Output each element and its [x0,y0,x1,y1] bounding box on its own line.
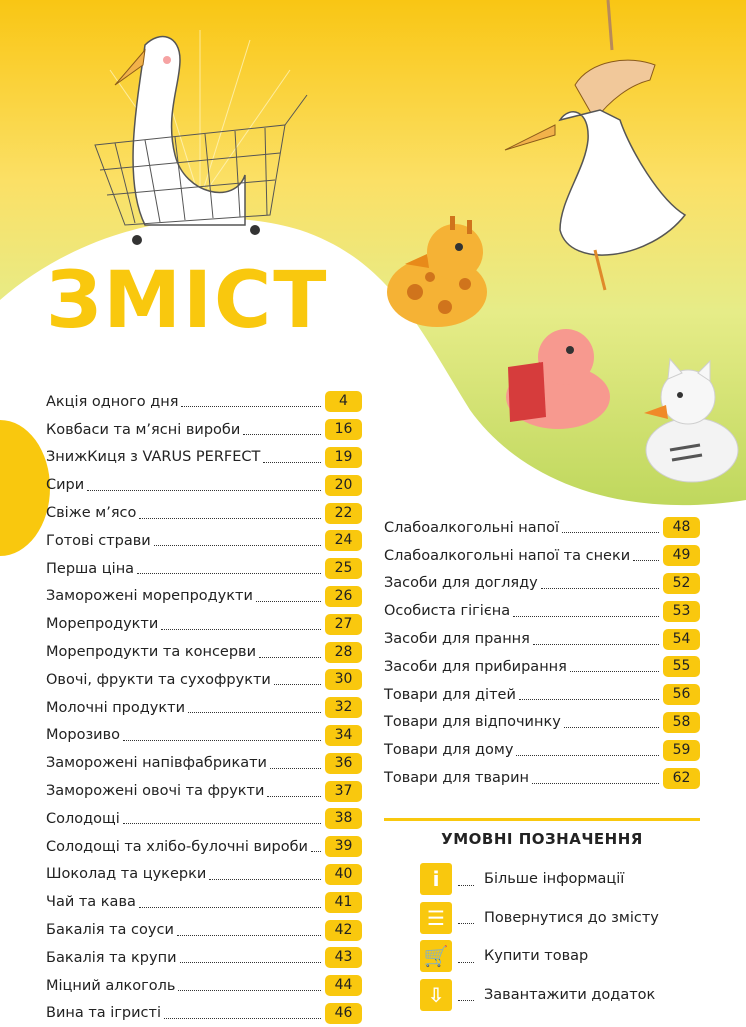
toc-page-number[interactable]: 55 [663,656,700,677]
toc-leader-dots [177,935,321,936]
toc-entry[interactable] [46,861,362,889]
toc-page-number[interactable]: 25 [325,558,362,579]
download-icon: ⇩ [420,979,452,1011]
toc-entry-label: Морепродукти [46,616,159,633]
toc-leader-dots [139,907,321,908]
toc-page-number[interactable]: 26 [325,586,362,607]
toc-entry-label: Товари для дітей [384,686,516,703]
cat-duck-illustration [640,355,740,485]
toc-entry[interactable] [46,666,362,694]
toc-page-number[interactable]: 42 [325,920,362,941]
toc-entry-label: Бакалія та крупи [46,949,177,966]
toc-entry-label: Слабоалкогольні напої [384,519,560,536]
toc-leader-dots [87,490,321,491]
toc-entry[interactable] [46,527,362,555]
toc-leader-dots [532,783,659,784]
menu-icon: ☰ [420,902,452,934]
toc-leader-dots [161,629,321,630]
toc-page-number[interactable]: 41 [325,892,362,913]
toc-leader-dots [123,823,321,824]
toc-entry-label: Товари для тварин [384,770,530,787]
toc-entry-label: Заморожені напівфабрикати [46,755,267,772]
toc-entry-label: Засоби для прання [384,631,530,648]
legend-title: УМОВНІ ПОЗНАЧЕННЯ [441,830,643,848]
toc-entry[interactable] [46,1000,362,1027]
toc-entry[interactable] [46,471,362,499]
toc-entry-label: Готові страви [46,532,151,549]
legend-item [420,937,659,976]
toc-leader-dots [311,851,321,852]
toc-leader-dots [541,588,659,589]
legend-item [420,860,659,899]
legend-leader-dots [458,962,474,963]
legend-item-label: Більше інформації [484,871,625,888]
toc-leader-dots [123,740,321,741]
toc-leader-dots [270,768,321,769]
toc-left-column [46,388,362,1027]
toc-entry[interactable] [384,542,700,570]
toc-page-number[interactable]: 30 [325,669,362,690]
toc-page-number[interactable]: 28 [325,642,362,663]
toc-page-number[interactable]: 38 [325,808,362,829]
info-icon: i [420,863,452,895]
toc-entry[interactable] [46,888,362,916]
toc-entry-label: Заморожені овочі та фрукти [46,783,265,800]
legend-divider-top [384,818,700,821]
toc-entry[interactable] [384,709,700,737]
giraffe-duck-illustration [385,212,500,332]
toc-entry[interactable] [46,499,362,527]
legend-list [420,860,659,1014]
toc-leader-dots [154,545,321,546]
toc-leader-dots [274,684,321,685]
toc-leader-dots [562,532,659,533]
toc-entry[interactable] [46,610,362,638]
toc-entry[interactable] [384,681,700,709]
toc-entry-label: Заморожені морепродукти [46,588,253,605]
legend-item [420,899,659,938]
toc-leader-dots [139,518,321,519]
toc-entry[interactable] [46,749,362,777]
toc-page-number[interactable]: 52 [663,573,700,594]
toc-entry-label: Солодощі [46,810,120,827]
legend-item-label: Купити товар [484,948,589,965]
toc-page-number[interactable]: 56 [663,684,700,705]
toc-entry[interactable] [46,583,362,611]
toc-page-number[interactable]: 62 [663,768,700,789]
toc-page-number[interactable]: 36 [325,753,362,774]
toc-leader-dots [564,727,659,728]
toc-entry-label: Свіже м’ясо [46,505,137,522]
toc-entry-label: Солодощі та хлібо-булочні вироби [46,838,308,855]
toc-page-number[interactable]: 59 [663,740,700,761]
toc-page-number[interactable]: 48 [663,517,700,538]
toc-leader-dots [256,601,321,602]
toc-entry[interactable] [46,388,362,416]
toc-leader-dots [188,712,321,713]
toc-entry-label: Морозиво [46,727,121,744]
toc-leader-dots [178,990,321,991]
toc-leader-dots [259,657,321,658]
toc-leader-dots [513,616,659,617]
toc-page-number[interactable]: 54 [663,629,700,650]
toc-page-number[interactable]: 58 [663,712,700,733]
toc-page-number[interactable]: 19 [325,447,362,468]
toc-page-number[interactable]: 37 [325,781,362,802]
toc-entry-label: Шоколад та цукерки [46,866,207,883]
toc-entry-label: Засоби для догляду [384,575,538,592]
page-title: ЗМІСТ [46,256,329,346]
toc-entry-label: Бакалія та соуси [46,922,174,939]
legend-item [420,976,659,1015]
toc-entry-label: Сири [46,477,85,494]
toc-entry-label: Слабоалкогольні напої та снеки [384,547,631,564]
legend-leader-dots [458,885,474,886]
toc-entry-label: Молочні продукти [46,699,185,716]
toc-entry[interactable] [46,944,362,972]
toc-leader-dots [570,671,659,672]
toc-entry[interactable] [384,597,700,625]
toc-entry[interactable] [46,416,362,444]
toc-leader-dots [243,434,321,435]
toc-entry[interactable] [384,764,700,792]
toc-page-number[interactable]: 43 [325,947,362,968]
toc-leader-dots [180,962,322,963]
toc-leader-dots [137,573,321,574]
legend-item-label: Завантажити додаток [484,986,656,1003]
toc-entry[interactable] [46,916,362,944]
toc-entry[interactable] [46,805,362,833]
toc-leader-dots [181,406,321,407]
legend-leader-dots [458,923,474,924]
toc-entry[interactable] [384,736,700,764]
goose-dove-illustration [500,0,700,295]
toc-entry[interactable] [46,555,362,583]
toc-entry-label: Міцний алкоголь [46,977,176,994]
legend-item-label: Повернутися до змісту [484,909,659,926]
toc-right-column [384,514,700,792]
goose-cart-illustration [85,25,315,250]
toc-page-number[interactable]: 4 [325,391,362,412]
toc-page-number[interactable]: 40 [325,864,362,885]
toc-page-number[interactable]: 16 [325,419,362,440]
toc-entry-label: Овочі, фрукти та сухофрукти [46,671,271,688]
toc-page-number[interactable]: 32 [325,697,362,718]
toc-entry-label: Особиста гігієна [384,603,511,620]
toc-entry-label: Чай та кава [46,894,136,911]
toc-entry[interactable] [384,625,700,653]
toc-entry[interactable] [46,638,362,666]
toc-entry[interactable] [384,514,700,542]
toc-leader-dots [516,755,659,756]
toc-leader-dots [519,699,659,700]
toc-entry-label: Перша ціна [46,560,135,577]
toc-entry-label: Ковбаси та м’ясні вироби [46,421,241,438]
toc-entry[interactable] [384,570,700,598]
toc-page-number[interactable]: 24 [325,530,362,551]
toc-entry[interactable] [46,972,362,1000]
toc-entry[interactable] [384,653,700,681]
legend-leader-dots [458,1000,474,1001]
toc-entry-label: Морепродукти та консерви [46,644,257,661]
toc-entry[interactable] [46,444,362,472]
toc-entry[interactable] [46,694,362,722]
toc-entry-label: Товари для дому [384,742,514,759]
toc-page-number[interactable]: 20 [325,475,362,496]
toc-page-number[interactable]: 27 [325,614,362,635]
toc-entry[interactable] [46,722,362,750]
toc-leader-dots [263,462,321,463]
toc-page-number[interactable]: 22 [325,503,362,524]
toc-page-number[interactable]: 39 [325,836,362,857]
toc-entry-label: Товари для відпочинку [384,714,561,731]
toc-page-number[interactable]: 49 [663,545,700,566]
toc-leader-dots [633,560,659,561]
toc-page-number[interactable]: 44 [325,975,362,996]
toc-entry[interactable] [46,833,362,861]
toc-entry-label: Вина та ігристі [46,1005,162,1022]
toc-entry[interactable] [46,777,362,805]
toc-leader-dots [533,644,659,645]
toc-entry-label: Акція одного дня [46,393,179,410]
toc-page-number[interactable]: 34 [325,725,362,746]
toc-entry-label: Засоби для прибирання [384,658,567,675]
toc-page-number[interactable]: 53 [663,601,700,622]
toc-leader-dots [164,1018,321,1019]
toc-entry-label: ЗнижКиця з VARUS PERFECT [46,449,261,466]
toc-leader-dots [209,879,321,880]
cart-icon: 🛒 [420,940,452,972]
toc-leader-dots [267,796,321,797]
pink-duck-illustration [498,322,613,432]
toc-page-number[interactable]: 46 [325,1003,362,1024]
